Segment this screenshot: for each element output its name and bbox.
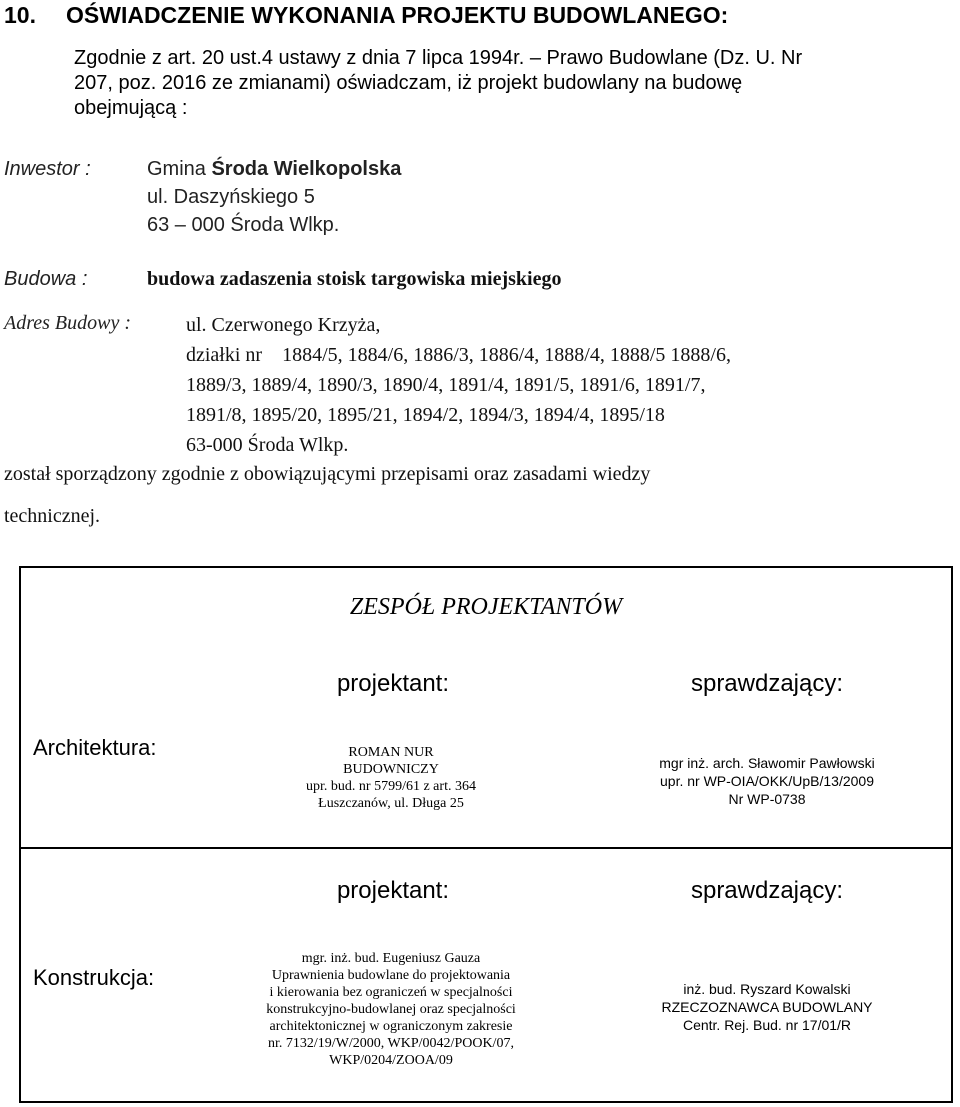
site-address-line-2: działki nr 1884/5, 1884/6, 1886/3, 1886/4, 1888/4, 1888/5 1888/6, <box>186 344 731 366</box>
investor-name <box>147 158 401 181</box>
architecture-designer-line: Łuszczanów, ul. Długa 25 <box>318 796 464 811</box>
site-address-line-4: 1891/8, 1895/20, 1895/21, 1894/2, 1894/3, 1894/4, 1895/18 <box>186 404 665 426</box>
conclusion-line-2: technicznej. <box>4 505 101 527</box>
construction-checker-line: RZECZOZNAWCA BUDOWLANY <box>661 999 873 1015</box>
design-team-table <box>19 566 953 1103</box>
section-heading <box>4 2 728 29</box>
investor-street: ul. Daszyńskiego 5 <box>147 186 315 208</box>
construction-designer-line: i kierowania bez ograniczeń w specjalności <box>269 985 513 1000</box>
row-divider <box>21 847 951 849</box>
architecture-designer <box>271 744 511 812</box>
investor-label: Inwestor : <box>4 158 91 180</box>
intro-line-2: 207, poz. 2016 ze zmianami) oświadczam, iż projekt budowlany na budowę <box>74 72 743 94</box>
building-value: budowa zadaszenia stoisk targowiska miejskiego <box>147 268 562 290</box>
building-label: Budowa : <box>4 268 88 290</box>
architecture-designer-line: BUDOWNICZY <box>343 762 439 777</box>
architecture-checker-line: mgr inż. arch. Sławomir Pawłowski <box>659 755 875 771</box>
team-title: ZESPÓŁ PROJEKTANTÓW <box>349 594 623 620</box>
construction-label: Konstrukcja: <box>33 965 155 990</box>
site-address-label: Adres Budowy : <box>4 312 132 334</box>
construction-checker-header: sprawdzający: <box>690 877 844 904</box>
architecture-checker-line: upr. nr WP-OIA/OKK/UpB/13/2009 <box>660 773 874 789</box>
construction-checker <box>627 980 907 1034</box>
intro-line-1: Zgodnie z art. 20 ust.4 ustawy z dnia 7 lipca 1994r. – Prawo Budowlane (Dz. U. Nr <box>74 47 803 69</box>
construction-designer-line: WKP/0204/ZOOA/09 <box>329 1053 453 1068</box>
section-title: OŚWIADCZENIE WYKONANIA PROJEKTU BUDOWLANEGO: <box>66 2 729 28</box>
construction-designer-line: nr. 7132/19/W/2000, WKP/0042/POOK/07, <box>268 1036 514 1051</box>
construction-designer-line: architektonicznej w ograniczonym zakresie <box>269 1019 513 1034</box>
construction-checker-line: inż. bud. Ryszard Kowalski <box>683 981 851 997</box>
site-address-block <box>186 310 731 460</box>
investor-name-prefix: Gmina <box>147 158 212 180</box>
conclusion-line-1: został sporządzony zgodnie z obowiązującymi przepisami oraz zasadami wiedzy <box>4 463 651 485</box>
architecture-checker-header: sprawdzający: <box>690 670 844 697</box>
construction-designer <box>221 950 561 1069</box>
architecture-designer-line: upr. bud. nr 5799/61 z art. 364 <box>306 779 476 794</box>
investor-name-bold: Środa Wielkopolska <box>211 158 402 180</box>
architecture-designer-header: projektant: <box>336 670 450 697</box>
site-address-line-5: 63-000 Środa Wlkp. <box>186 434 349 456</box>
architecture-checker <box>627 754 907 808</box>
construction-checker-line: Centr. Rej. Bud. nr 17/01/R <box>682 1017 852 1033</box>
construction-designer-header: projektant: <box>336 877 450 904</box>
section-number: 10. <box>4 2 36 28</box>
site-address-line-3: 1889/3, 1889/4, 1890/3, 1890/4, 1891/4, 1891/5, 1891/6, 1891/7, <box>186 374 706 396</box>
construction-designer-line: konstrukcyjno-budowlanej oraz specjalności <box>266 1002 516 1017</box>
site-address-line-1: ul. Czerwonego Krzyża, <box>186 314 381 336</box>
architecture-checker-line: Nr WP-0738 <box>728 791 806 807</box>
intro-paragraph <box>74 46 894 121</box>
intro-line-3: obejmującą : <box>74 97 188 119</box>
architecture-label: Architektura: <box>33 735 157 760</box>
construction-designer-line: Uprawnienia budowlane do projektowania <box>271 968 511 983</box>
architecture-designer-line: ROMAN NUR <box>348 745 434 760</box>
investor-city: 63 – 000 Środa Wlkp. <box>147 214 340 236</box>
construction-designer-line: mgr. inż. bud. Eugeniusz Gauza <box>301 951 481 966</box>
